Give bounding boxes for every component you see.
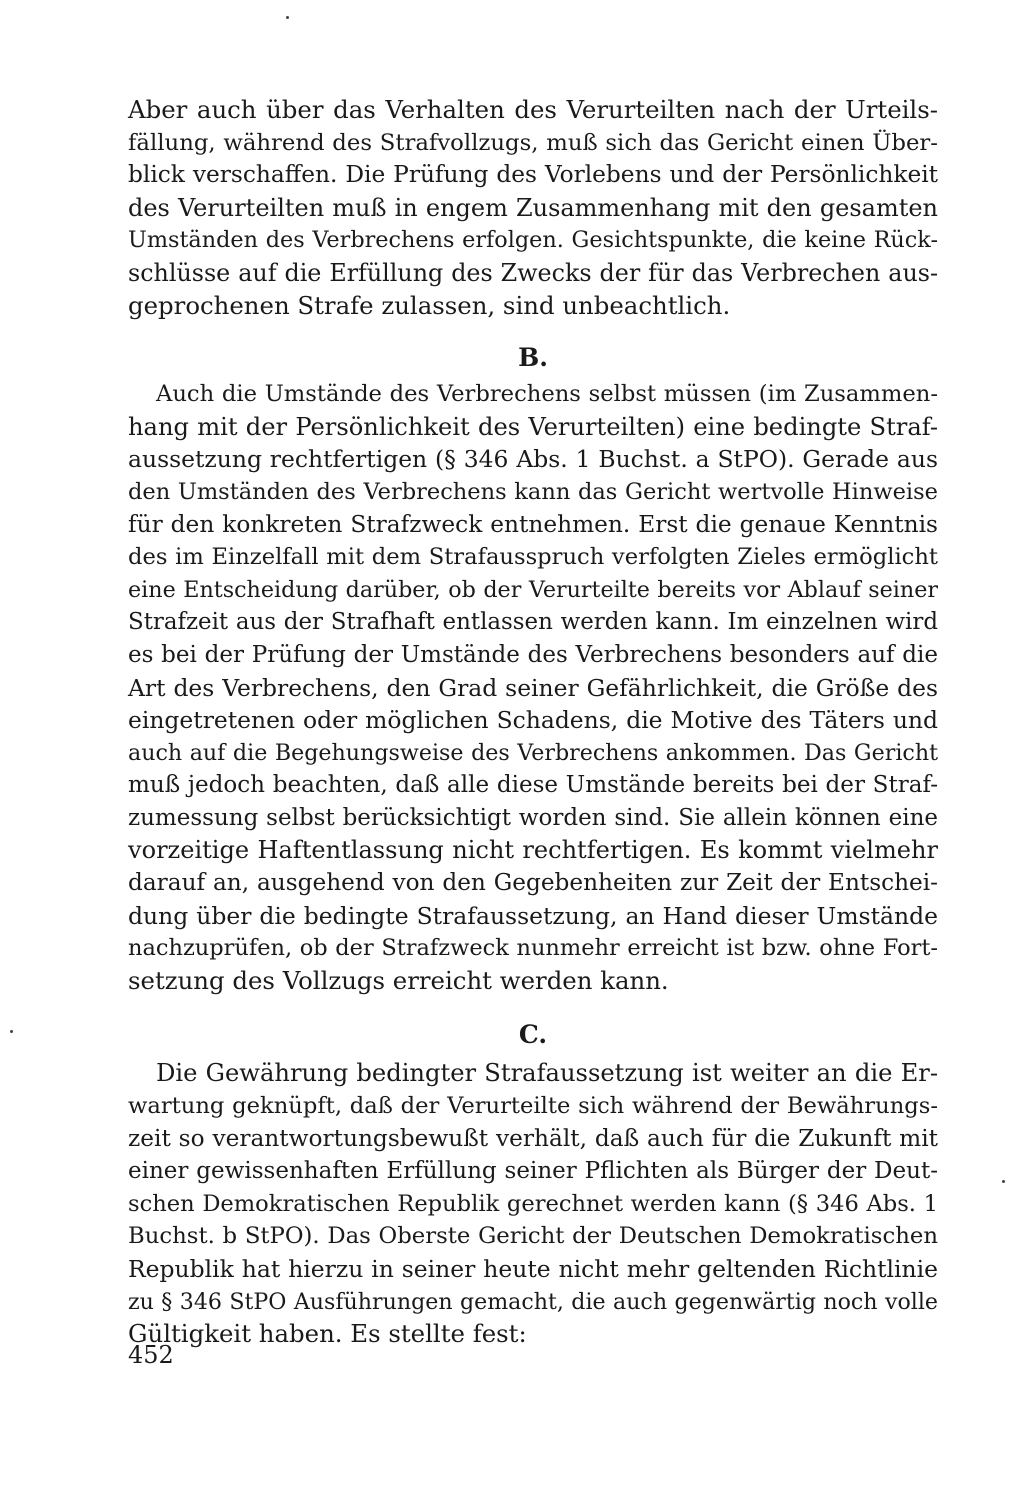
text-line: Republik hat hierzu in seiner heute nicht mehr geltenden Richtlinie (128, 1255, 938, 1283)
text-line: eingetretenen oder möglichen Schadens, die Motive des Täters und (128, 706, 938, 735)
text-line: Aber auch über das Verhalten des Verurteilten nach der Urteils- (128, 95, 938, 124)
section-heading-c: C. (518, 1020, 548, 1050)
text-line: zumessung selbst berücksichtigt worden sind. Sie allein können eine (128, 804, 938, 831)
text-line: es bei der Prüfung der Umstände des Verbrechens besonders auf die (128, 641, 938, 668)
text-line: Die Gewährung bedingter Strafaussetzung ist weiter an die Er- (156, 1059, 938, 1088)
scan-speck (286, 16, 289, 19)
text-line: den Umständen des Verbrechens kann das Gericht wertvolle Hinweise (128, 478, 938, 505)
text-line: schlüsse auf die Erfüllung des Zwecks der für das Verbrechen aus- (128, 258, 938, 287)
text-line: blick verschaffen. Die Prüfung des Vorlebens und der Persönlichkeit (128, 161, 938, 189)
page-number: 452 (128, 1341, 174, 1369)
document-page (128, 94, 938, 1351)
text-line: vorzeitige Haftentlassung nicht rechtfertigen. Es kommt vielmehr (128, 836, 938, 865)
text-line: eine Entscheidung darüber, ob der Verurteilte bereits vor Ablauf seiner (128, 576, 938, 603)
text-line: Art des Verbrechens, den Grad seiner Gefährlichkeit, die Größe des (128, 673, 938, 702)
paragraph-2 (128, 378, 938, 997)
text-line: auch auf die Begehungsweise des Verbrechens ankommen. Das Gericht (128, 739, 938, 766)
paragraph-1 (128, 94, 938, 322)
paragraph-3 (128, 1057, 938, 1350)
section-heading-b: B. (518, 343, 548, 373)
text-line: wartung geknüpft, daß der Verurteilte sich während der Bewährungs- (128, 1093, 938, 1120)
text-line: Auch die Umstände des Verbrechens selbst müssen (im Zusammen- (156, 381, 938, 408)
text-line: zeit so verantwortungsbewußt verhält, daß auch für die Zukunft mit (128, 1124, 938, 1152)
text-line: Gültigkeit haben. Es stellte fest: (128, 1319, 527, 1349)
text-line: darauf an, ausgehend von den Gegebenheiten zur Zeit der Entschei- (128, 869, 938, 897)
text-line: Strafzeit aus der Strafhaft entlassen werden kann. Im einzelnen wird (128, 609, 938, 636)
text-line: nachzuprüfen, ob der Strafzweck nunmehr erreicht ist bzw. ohne Fort- (128, 935, 938, 962)
text-line: des im Einzelfall mit dem Strafausspruch verfolgten Zieles ermöglicht (128, 544, 938, 571)
text-line: dung über die bedingte Strafaussetzung, an Hand dieser Umstände (128, 901, 938, 930)
text-line: Umständen des Verbrechens erfolgen. Gesichtspunkte, die keine Rück- (128, 227, 938, 254)
text-line: geprochenen Strafe zulassen, sind unbeachtlich. (128, 290, 731, 320)
text-line: Buchst. b StPO). Das Oberste Gericht der Deutschen Demokratischen (128, 1223, 938, 1250)
scan-speck (10, 1030, 13, 1033)
text-line: aussetzung rechtfertigen (§ 346 Abs. 1 Buchst. a StPO). Gerade aus (128, 445, 938, 474)
text-line: einer gewissenhaften Erfüllung seiner Pflichten als Bürger der Deut- (128, 1158, 938, 1185)
text-line: setzung des Vollzugs erreicht werden kann. (128, 965, 669, 995)
scan-speck (1002, 1180, 1005, 1183)
text-line: muß jedoch beachten, daß alle diese Umstände bereits bei der Straf- (128, 772, 938, 799)
text-line: für den konkreten Strafzweck entnehmen. Erst die genaue Kenntnis (128, 510, 938, 538)
text-line: schen Demokratischen Republik gerechnet werden kann (§ 346 Abs. 1 (128, 1190, 938, 1217)
text-line: fällung, während des Strafvollzugs, muß sich das Gericht einen Über- (128, 129, 938, 156)
text-line: hang mit der Persönlichkeit des Verurteilten) eine bedingte Straf- (128, 412, 938, 441)
text-line: zu § 346 StPO Ausführungen gemacht, die auch gegenwärtig noch volle (128, 1288, 938, 1315)
text-line: des Verurteilten muß in engem Zusammenhang mit den gesamten (128, 193, 938, 222)
